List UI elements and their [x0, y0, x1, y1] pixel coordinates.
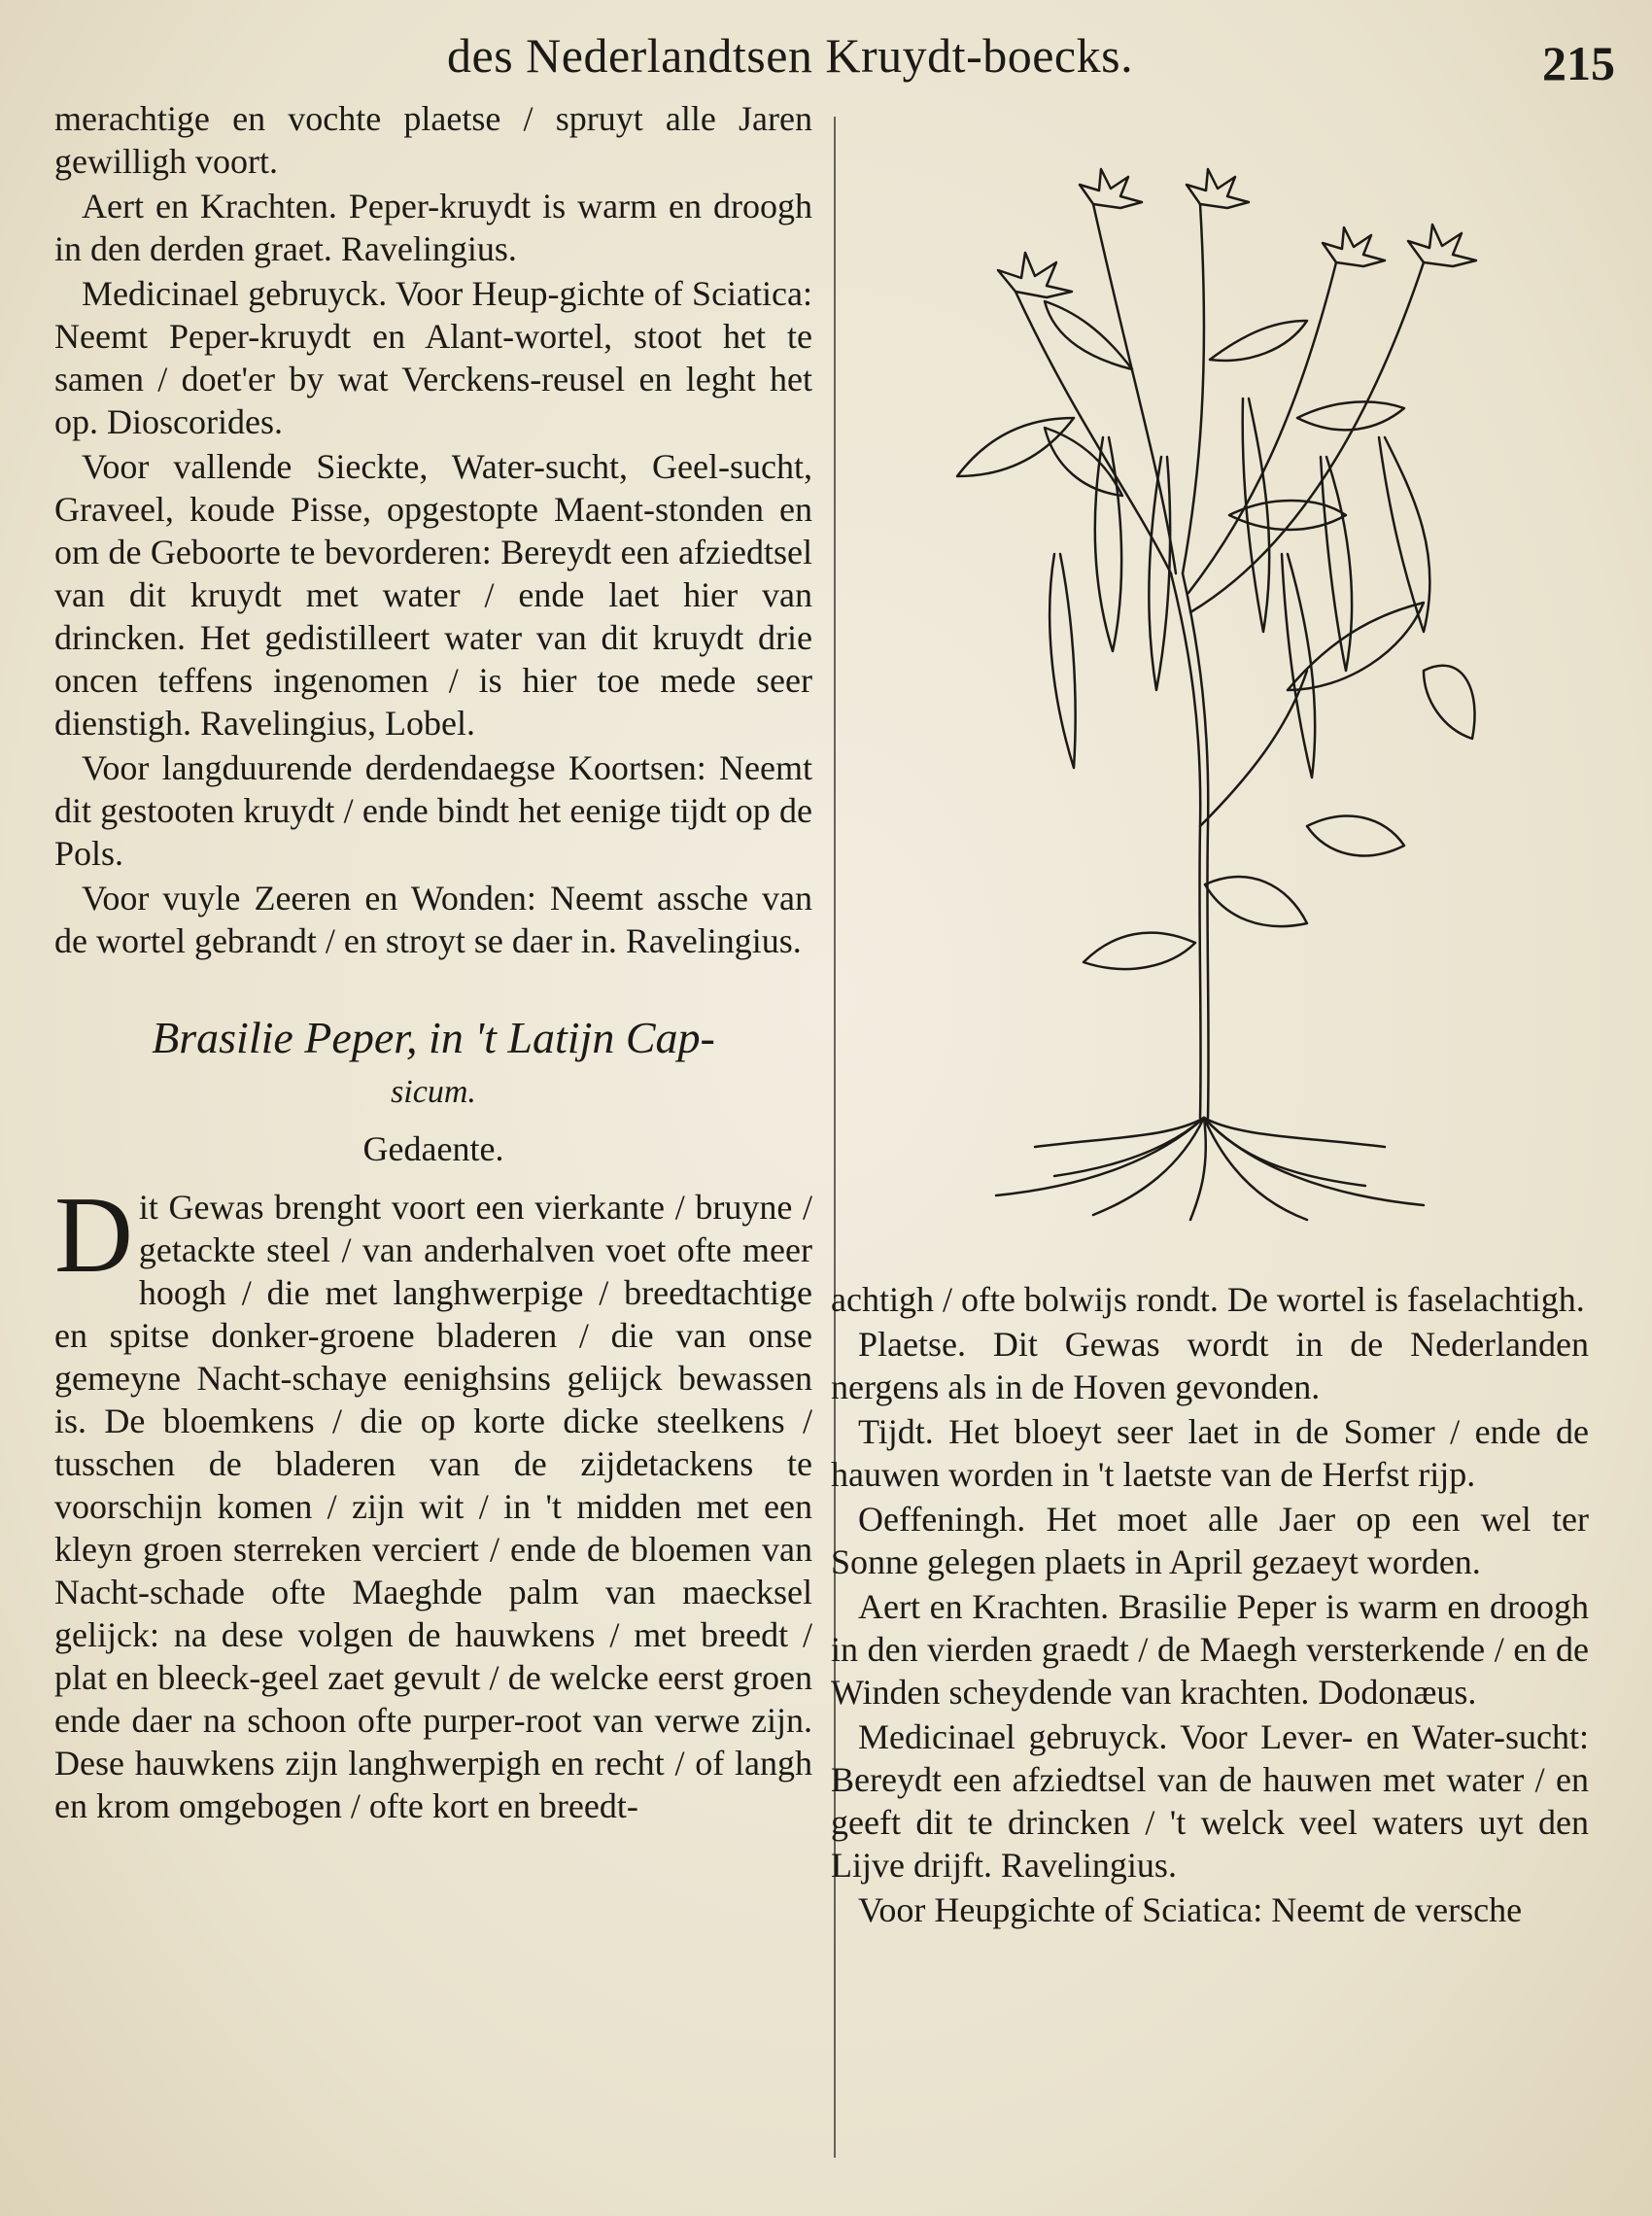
subheading: Gedaente. — [362, 1129, 504, 1168]
paragraph: Aert en Krachten. Peper-kruydt is warm en droogh in den derden graet. Ravelingius. — [54, 187, 812, 268]
capsicum-plant-illustration — [879, 146, 1511, 1225]
paragraph: Oeffeningh. Het moet alle Jaer op een wel ter Sonne gelegen plaets in April gezaeyt worden. — [831, 1500, 1589, 1581]
left-column — [54, 97, 812, 1829]
paragraph: Voor Heupgichte of Sciatica: Neemt de versche — [858, 1890, 1523, 1929]
section-title-continuation: sicum. — [391, 1074, 476, 1110]
paragraph: Voor vuyle Zeeren en Wonden: Neemt assche van de wortel gebrandt / en stroyt se daer in. Ravelingius. — [54, 879, 812, 960]
paragraph: Medicinael gebruyck. Voor Heup-gichte of Sciatica: Neemt Peper-kruydt en Alant-wortel, stoot het te samen / doet'er by wat Verckens-reusel en leght het op. Dioscorides. — [54, 274, 812, 441]
paragraph: achtigh / ofte bolwijs rondt. De wortel is faselachtigh. — [831, 1280, 1585, 1319]
right-column — [831, 1278, 1589, 1933]
paragraph: Dit Gewas brenght voort een vierkante / bruyne / getackte steel / van anderhalven voet ofte meer hoogh / die met langhwerpige / breedtachtige en spitse donker-groene bladeren / die van onse gemeyne Nacht-schaye eenighsins gelijck bewassen is. De bloemkens / die op korte dicke steelkens / tusschen de bladeren van de zijdetackens te voorschijn komen / zijn wit / in 't midden met een kleyn groen sterreken verciert / ende de bloemen van Nacht-schade ofte Maeghde palm van maecksel gelijck: na dese volgen de hauwkens / met breedt / plat en bleeck-geel zaet gevult / de welcke eerst groen ende daer na schoon ofte purper-root van verwe zijn. Dese hauwkens zijn langhwerpigh en recht / of langh en krom omgebogen / ofte kort en breedt- — [54, 1175, 812, 1825]
paragraph: Medicinael gebruyck. Voor Lever- en Water-sucht: Bereydt een afziedtsel van de hauwen met water / en geeft dit te drincken / 't welck veel waters uyt den Lijve drijft. Ravelingius. — [831, 1717, 1589, 1885]
page-number: 215 — [1542, 36, 1615, 90]
paragraph: merachtige en vochte plaetse / spruyt alle Jaren gewilligh voort. — [54, 99, 812, 181]
running-head: des Nederlandtsen Kruydt-boecks. — [447, 28, 1134, 83]
paragraph: Tijdt. Het bloeyt seer laet in de Somer / ende de hauwen worden in 't laetste van de Herfst rijp. — [831, 1412, 1589, 1494]
section-title: Brasilie Peper, in 't Latijn Cap- — [152, 1013, 715, 1062]
flower-icon — [998, 253, 1072, 297]
paragraph: Aert en Krachten. Brasilie Peper is warm en droogh in den vierden graedt / de Maegh versterkende / en de Winden scheydende van krachten. Dodonæus. — [831, 1587, 1589, 1712]
paragraph: Plaetse. Dit Gewas wordt in de Nederlanden nergens als in de Hoven gevonden. — [831, 1325, 1589, 1406]
paragraph: Voor vallende Sieckte, Water-sucht, Geel-sucht, Graveel, koude Pisse, opgestopte Maent-stonden en om de Geboorte te bevorderen: Bereydt een afziedtsel van dit kruydt met water / ende laet hier van drincken. Het gedistilleert water van dit kruydt drie oncen teffens ingenomen / is hier toe mede seer dienstigh. Ravelingius, Lobel. — [54, 447, 812, 743]
paragraph: Voor langduurende derdendaegse Koortsen: Neemt dit gestooten kruydt / ende bindt het eenige tijdt op de Pols. — [54, 748, 812, 873]
